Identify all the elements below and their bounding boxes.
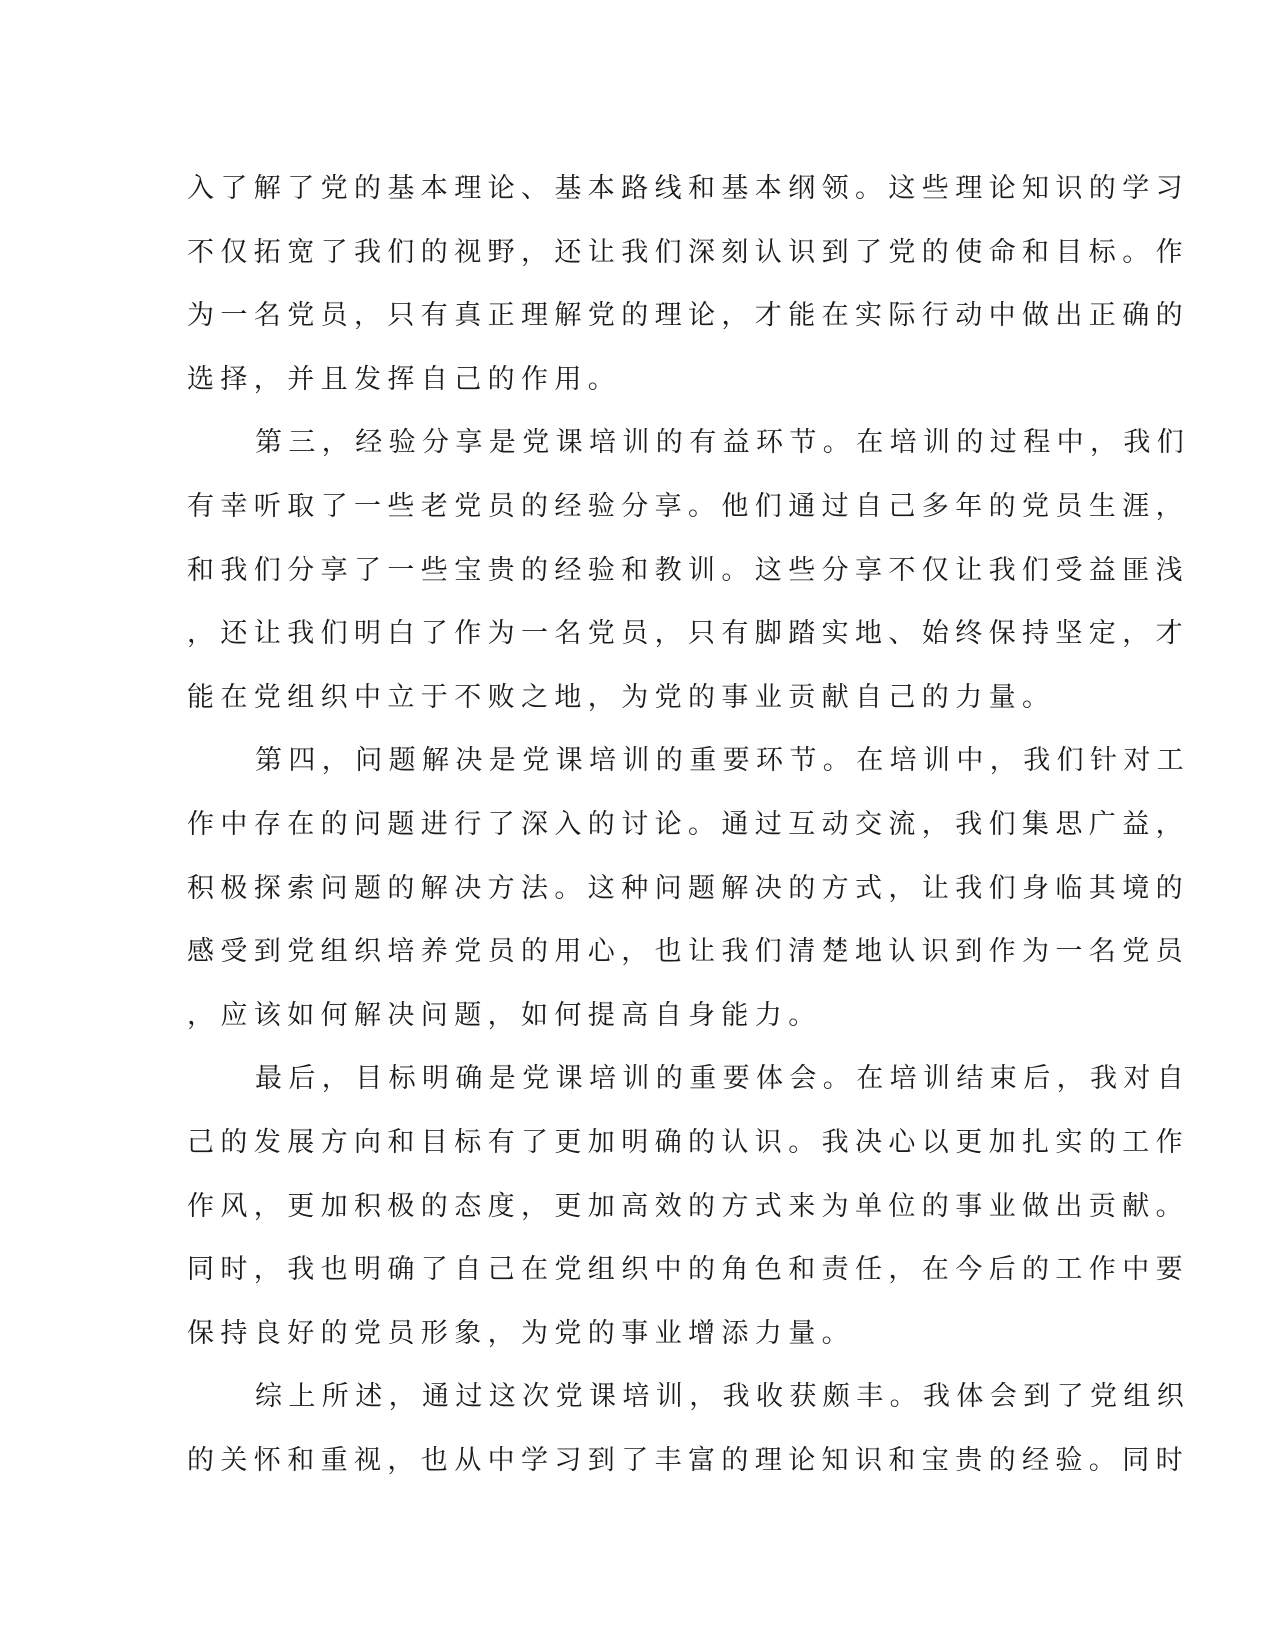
- text-line: 选择，并且发挥自己的作用。: [187, 363, 622, 395]
- text-line: 入了解了党的基本理论、基本路线和基本纲领。这些理论知识的学习: [187, 173, 1189, 204]
- paragraph-start-line: 第三，经验分享是党课培训的有益环节。在培训的过程中，我们: [255, 427, 1191, 459]
- text-line: 不仅拓宽了我们的视野，还让我们深刻认识到了党的使命和目标。作: [187, 236, 1189, 268]
- text-line: 的关怀和重视，也从中学习到了丰富的理论知识和宝贵的经验。同时: [187, 1444, 1189, 1476]
- text-line: 保持良好的党员形象，为党的事业增添力量。: [187, 1317, 855, 1349]
- text-line: 和我们分享了一些宝贵的经验和教训。这些分享不仅让我们受益匪浅: [187, 554, 1189, 586]
- text-line: 作风，更加积极的态度，更加高效的方式来为单位的事业做出贡献。: [187, 1190, 1189, 1222]
- paragraph-start-line: 综上所述，通过这次党课培训，我收获颇丰。我体会到了党组织: [255, 1381, 1191, 1413]
- body-text: [187, 157, 1191, 1492]
- text-line: 为一名党员，只有真正理解党的理论，才能在实际行动中做出正确的: [187, 300, 1189, 332]
- text-line: 己的发展方向和目标有了更加明确的认识。我决心以更加扎实的工作: [187, 1126, 1189, 1158]
- text-line: 能在党组织中立于不败之地，为党的事业贡献自己的力量。: [187, 681, 1056, 713]
- text-line: 同时，我也明确了自己在党组织中的角色和责任，在今后的工作中要: [187, 1254, 1189, 1286]
- text-line: ，应该如何解决问题，如何提高自身能力。: [187, 999, 822, 1031]
- text-line: 感受到党组织培养党员的用心，也让我们清楚地认识到作为一名党员: [187, 936, 1189, 968]
- text-line: 作中存在的问题进行了深入的讨论。通过互动交流，我们集思广益，: [187, 808, 1189, 840]
- paragraph-start-line: 第四，问题解决是党课培训的重要环节。在培训中，我们针对工: [255, 745, 1191, 777]
- paragraph-start-line: 最后，目标明确是党课培训的重要体会。在培训结束后，我对自: [255, 1063, 1191, 1095]
- text-line: 有幸听取了一些老党员的经验分享。他们通过自己多年的党员生涯，: [187, 490, 1189, 522]
- text-line: ，还让我们明白了作为一名党员，只有脚踏实地、始终保持坚定，才: [187, 618, 1189, 650]
- text-line: 积极探索问题的解决方法。这种问题解决的方式，让我们身临其境的: [187, 872, 1189, 904]
